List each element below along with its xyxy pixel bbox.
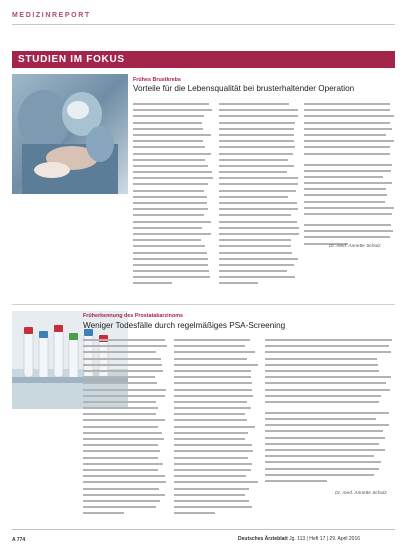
text-line-placeholder: [219, 227, 299, 229]
text-line-placeholder: [133, 239, 201, 241]
text-line-placeholder: [304, 207, 394, 209]
text-line-placeholder: [83, 364, 162, 366]
text-line-placeholder: [83, 351, 156, 353]
article-headline: Vorteile für die Lebensqualität bei brusterhaltender Operation: [133, 84, 355, 93]
text-line-placeholder: [133, 146, 205, 148]
text-line-placeholder: [133, 153, 211, 155]
text-line-placeholder: [133, 134, 211, 136]
surgery-photo: [12, 74, 128, 194]
text-line-placeholder: [265, 339, 392, 341]
text-line-placeholder: [219, 258, 298, 260]
text-line-placeholder: [265, 345, 389, 347]
text-line-placeholder: [265, 430, 383, 432]
journal-reference: [238, 536, 360, 542]
text-line-placeholder: [174, 512, 215, 514]
text-line-placeholder: [304, 236, 390, 238]
text-line-placeholder: [265, 443, 379, 445]
text-line-placeholder: [265, 424, 389, 426]
article-text-column-3: [265, 339, 395, 525]
article-author: Dr. med. Annette Schulz: [335, 491, 387, 496]
text-line-placeholder: [174, 463, 252, 465]
text-line-placeholder: [174, 370, 251, 372]
text-line-placeholder: [133, 196, 207, 198]
text-line-placeholder: [174, 457, 248, 459]
text-line-placeholder: [265, 376, 391, 378]
text-line-placeholder: [83, 481, 166, 483]
text-line-placeholder: [265, 418, 376, 420]
text-line-placeholder: [174, 413, 245, 415]
text-line-placeholder: [83, 438, 164, 440]
text-line-placeholder: [304, 115, 394, 117]
text-line-placeholder: [83, 426, 158, 428]
text-line-placeholder: [219, 208, 298, 210]
text-line-placeholder: [133, 171, 212, 173]
text-line-placeholder: [83, 469, 158, 471]
text-line-placeholder: [219, 233, 299, 235]
text-line-placeholder: [133, 202, 207, 204]
text-line-placeholder: [133, 214, 204, 216]
text-line-placeholder: [174, 426, 255, 428]
text-line-placeholder: [219, 171, 287, 173]
text-line-placeholder: [174, 389, 252, 391]
text-line-placeholder: [265, 358, 377, 360]
text-line-placeholder: [219, 165, 294, 167]
article-kicker: Frühes Brustkrebs: [133, 77, 181, 83]
text-line-placeholder: [133, 227, 202, 229]
text-line-placeholder: [219, 252, 292, 254]
text-line-placeholder: [133, 159, 205, 161]
text-line-placeholder: [83, 463, 163, 465]
text-line-placeholder: [174, 432, 248, 434]
text-line-placeholder: [133, 115, 204, 117]
text-line-placeholder: [265, 474, 374, 476]
text-line-placeholder: [304, 122, 390, 124]
text-line-placeholder: [265, 364, 378, 366]
text-line-placeholder: [265, 455, 374, 457]
text-line-placeholder: [174, 506, 252, 508]
text-line-placeholder: [133, 109, 212, 111]
text-line-placeholder: [219, 146, 295, 148]
text-line-placeholder: [133, 183, 208, 185]
text-line-placeholder: [174, 382, 252, 384]
article-headline: Weniger Todesfälle durch regelmäßiges PSA-Screening: [83, 321, 286, 330]
text-line-placeholder: [83, 432, 162, 434]
text-line-placeholder: [133, 165, 208, 167]
text-line-placeholder: [219, 128, 294, 130]
article-divider: [12, 304, 395, 305]
text-line-placeholder: [83, 413, 156, 415]
text-line-placeholder: [304, 224, 391, 226]
text-line-placeholder: [265, 370, 379, 372]
text-line-placeholder: [133, 270, 209, 272]
text-line-placeholder: [83, 500, 160, 502]
text-line-placeholder: [265, 412, 389, 414]
text-line-placeholder: [133, 245, 205, 247]
text-line-placeholder: [83, 488, 159, 490]
text-line-placeholder: [83, 376, 155, 378]
text-line-placeholder: [83, 407, 158, 409]
article-kicker: Früherkennung des Prostatakarzinoms: [83, 313, 184, 319]
text-line-placeholder: [133, 282, 172, 284]
text-line-placeholder: [265, 351, 391, 353]
text-line-placeholder: [83, 339, 165, 341]
text-line-placeholder: [219, 159, 288, 161]
text-line-placeholder: [83, 506, 156, 508]
text-line-placeholder: [219, 202, 297, 204]
article-text-column-1: [133, 103, 214, 293]
section-band-title: STUDIEN IM FOKUS: [18, 54, 125, 65]
text-line-placeholder: [219, 153, 293, 155]
text-line-placeholder: [174, 438, 245, 440]
text-line-placeholder: [83, 370, 163, 372]
text-line-placeholder: [83, 345, 167, 347]
text-line-placeholder: [83, 419, 165, 421]
text-line-placeholder: [133, 177, 213, 179]
text-line-placeholder: [83, 358, 161, 360]
text-line-placeholder: [133, 258, 208, 260]
text-line-placeholder: [133, 122, 202, 124]
article-text-column-2: [219, 103, 300, 293]
text-line-placeholder: [219, 115, 298, 117]
text-line-placeholder: [219, 122, 295, 124]
text-line-placeholder: [83, 401, 156, 403]
text-line-placeholder: [265, 468, 379, 470]
journal-name: Deutsches Ärzteblatt: [238, 536, 288, 542]
text-line-placeholder: [219, 183, 298, 185]
text-line-placeholder: [265, 437, 385, 439]
text-line-placeholder: [219, 177, 298, 179]
text-line-placeholder: [304, 164, 392, 166]
text-line-placeholder: [174, 494, 245, 496]
text-line-placeholder: [219, 245, 291, 247]
text-line-placeholder: [265, 395, 381, 397]
header-rule: [12, 24, 395, 25]
text-line-placeholder: [83, 395, 165, 397]
text-line-placeholder: [174, 351, 255, 353]
text-line-placeholder: [219, 190, 296, 192]
text-line-placeholder: [219, 239, 291, 241]
text-line-placeholder: [174, 444, 252, 446]
text-line-placeholder: [174, 339, 250, 341]
article-text-column-1: [83, 339, 168, 525]
text-line-placeholder: [219, 270, 287, 272]
text-line-placeholder: [83, 382, 157, 384]
text-line-placeholder: [304, 188, 386, 190]
text-line-placeholder: [304, 194, 387, 196]
text-line-placeholder: [304, 201, 385, 203]
text-line-placeholder: [174, 475, 246, 477]
text-line-placeholder: [83, 450, 160, 452]
text-line-placeholder: [219, 264, 294, 266]
text-line-placeholder: [174, 401, 247, 403]
text-line-placeholder: [219, 221, 297, 223]
text-line-placeholder: [304, 134, 386, 136]
text-line-placeholder: [133, 140, 203, 142]
text-line-placeholder: [174, 358, 247, 360]
text-line-placeholder: [304, 176, 383, 178]
text-line-placeholder: [219, 282, 258, 284]
article-author: Dr. med. Annette Schulz: [329, 244, 381, 249]
journal-issue: Jg. 113 | Heft 17 | 29. April 2016: [289, 536, 361, 542]
text-line-placeholder: [174, 395, 253, 397]
section-label: MEDIZINREPORT: [12, 12, 91, 19]
text-line-placeholder: [133, 264, 208, 266]
text-line-placeholder: [174, 500, 249, 502]
text-line-placeholder: [174, 481, 258, 483]
text-line-placeholder: [219, 140, 294, 142]
text-line-placeholder: [83, 512, 124, 514]
text-line-placeholder: [133, 276, 210, 278]
text-line-placeholder: [83, 389, 166, 391]
text-line-placeholder: [133, 208, 208, 210]
text-line-placeholder: [304, 182, 392, 184]
text-line-placeholder: [133, 128, 203, 130]
text-line-placeholder: [133, 252, 207, 254]
text-line-placeholder: [265, 480, 327, 482]
text-line-placeholder: [83, 444, 158, 446]
text-line-placeholder: [174, 364, 258, 366]
text-line-placeholder: [304, 153, 390, 155]
text-line-placeholder: [219, 103, 289, 105]
text-line-placeholder: [219, 196, 288, 198]
text-line-placeholder: [174, 419, 247, 421]
text-line-placeholder: [304, 103, 390, 105]
text-line-placeholder: [265, 382, 386, 384]
text-line-placeholder: [83, 457, 158, 459]
article-text-column-2: [174, 339, 259, 525]
text-line-placeholder: [304, 140, 394, 142]
text-line-placeholder: [174, 345, 245, 347]
text-line-placeholder: [133, 103, 209, 105]
text-line-placeholder: [219, 109, 298, 111]
text-line-placeholder: [219, 214, 291, 216]
text-line-placeholder: [219, 134, 294, 136]
text-line-placeholder: [304, 128, 392, 130]
text-line-placeholder: [265, 389, 390, 391]
text-line-placeholder: [304, 230, 393, 232]
surgery-photo-image: [12, 74, 128, 194]
text-line-placeholder: [133, 221, 211, 223]
text-line-placeholder: [174, 407, 251, 409]
text-line-placeholder: [265, 449, 385, 451]
text-line-placeholder: [304, 146, 390, 148]
text-line-placeholder: [304, 213, 392, 215]
text-line-placeholder: [265, 401, 379, 403]
page-number: A 774: [12, 537, 26, 543]
text-line-placeholder: [265, 461, 381, 463]
text-line-placeholder: [83, 494, 165, 496]
text-line-placeholder: [304, 109, 390, 111]
footer-rule: [12, 529, 395, 530]
text-line-placeholder: [174, 450, 253, 452]
text-line-placeholder: [83, 475, 165, 477]
article-text-column-3: [304, 103, 395, 293]
text-line-placeholder: [219, 276, 295, 278]
text-line-placeholder: [174, 376, 251, 378]
text-line-placeholder: [133, 190, 204, 192]
text-line-placeholder: [174, 469, 251, 471]
text-line-placeholder: [133, 233, 211, 235]
text-line-placeholder: [174, 488, 249, 490]
text-line-placeholder: [304, 170, 391, 172]
